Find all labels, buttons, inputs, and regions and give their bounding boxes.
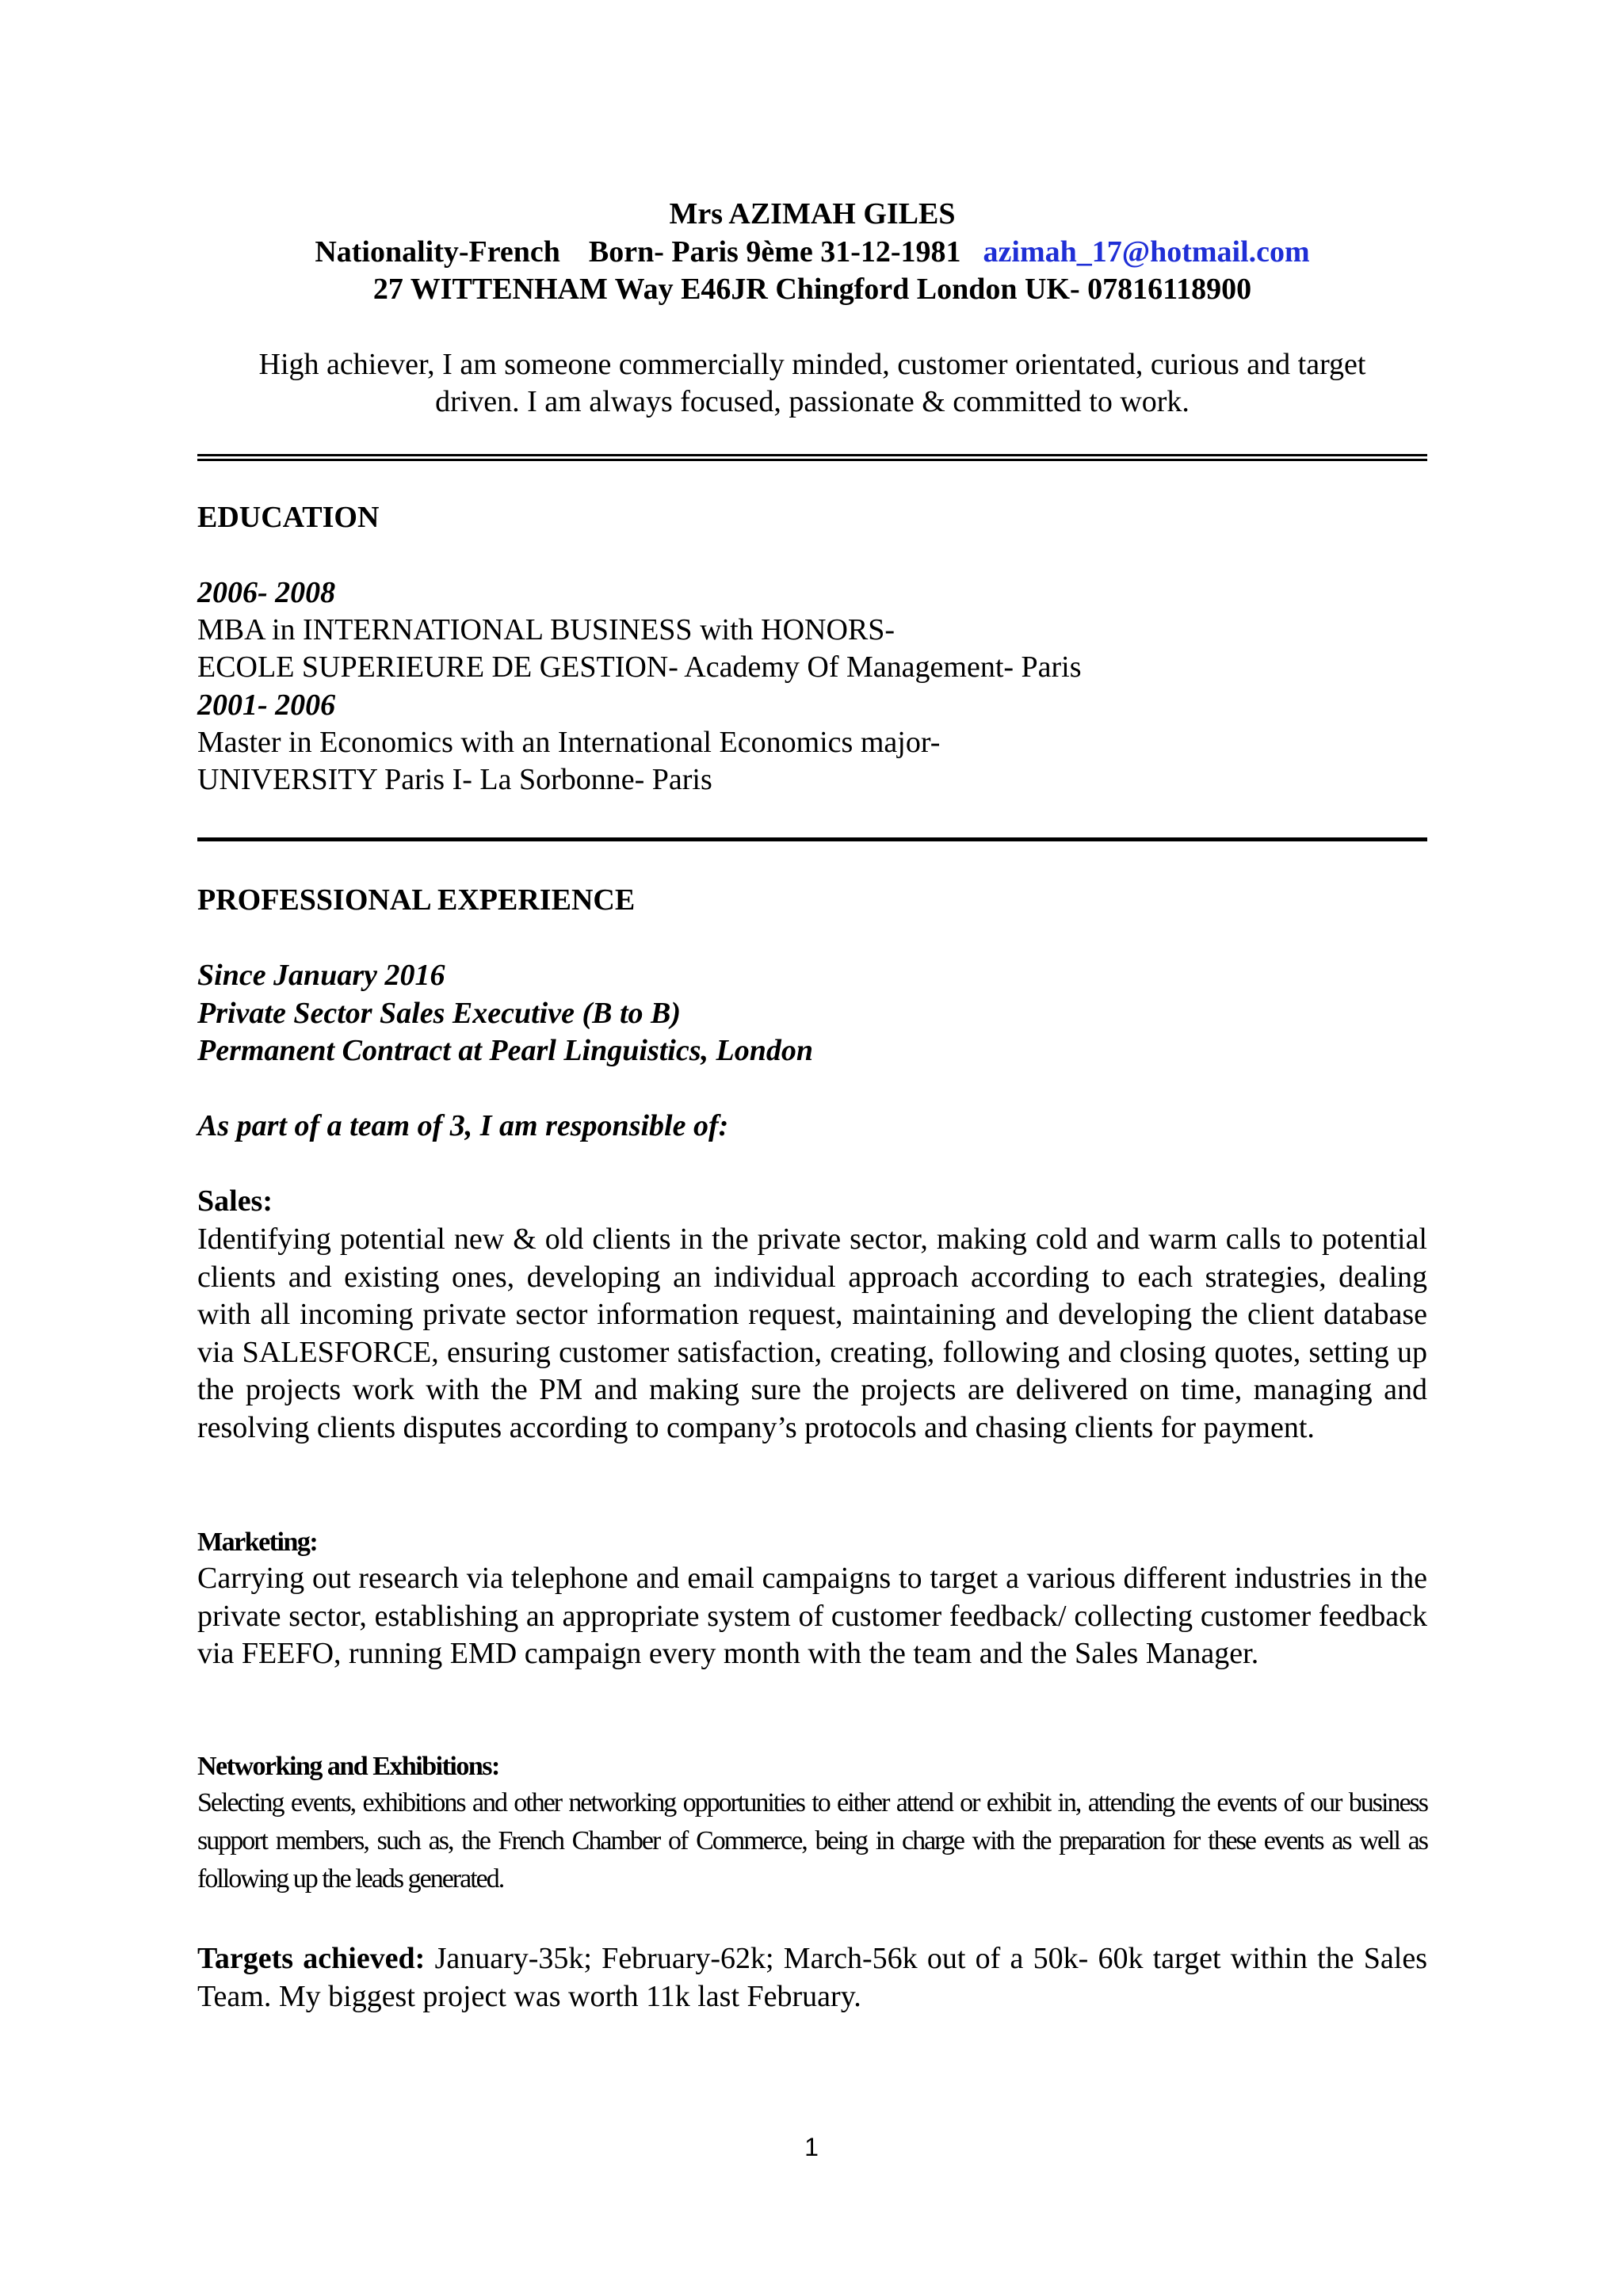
education-degree-2: Master in Economics with an International Economics major-	[197, 726, 941, 759]
education-years-2: 2001- 2006	[197, 688, 336, 722]
birth-details: Born- Paris 9ème 31-12-1981	[588, 235, 961, 269]
education-divider	[197, 837, 1427, 841]
experience-team-intro: As part of a team of 3, I am responsible of:	[197, 1109, 729, 1142]
experience-contract: Permanent Contract at Pearl Linguistics, London	[197, 1034, 813, 1067]
sales-title: Sales:	[197, 1184, 273, 1218]
candidate-name: Mrs AZIMAH GILES	[669, 197, 956, 231]
personal-details-line	[197, 234, 1427, 271]
education-school-2: UNIVERSITY Paris I- La Sorbonne- Paris	[197, 763, 712, 796]
targets-paragraph	[197, 1940, 1427, 2016]
marketing-text: Carrying out research via telephone and email campaigns to target a various different industries in the private sector, establishing an appropriate system of customer feedback/ collecting customer feedback via FEEFO, running EMD campaign every month with the team and the Sales Manager.	[197, 1562, 1427, 1670]
networking-title: Networking and Exhibitions:	[197, 1752, 499, 1781]
marketing-title: Marketing:	[197, 1527, 318, 1557]
education-school-1: ECOLE SUPERIEURE DE GESTION- Academy Of Management- Paris	[197, 650, 1082, 684]
targets-label: Targets achieved:	[197, 1942, 426, 1975]
nationality: Nationality-French	[315, 235, 560, 269]
networking-text: Selecting events, exhibitions and other networking opportunities to either attend or exhibit in, attending the events of our business support members, such as, the French Chamber of Commerce, being in charge with the preparation for these events as well as following up the leads generated.	[197, 1788, 1427, 1894]
targets-text: January-35k; February-62k; March-56k out of a 50k- 60k target within the Sales Team. My biggest project was worth 11k last February.	[197, 1942, 1427, 2013]
summary-line-1: High achiever, I am someone commercially minded, customer orientated, curious and target	[258, 348, 1366, 381]
education-title: EDUCATION	[197, 501, 380, 534]
email-link[interactable]: azimah_17@hotmail.com	[983, 235, 1310, 269]
header-divider	[197, 454, 1427, 461]
page-number: 1	[804, 2133, 819, 2161]
sales-text: Identifying potential new & old clients in the private sector, making cold and warm calls to potential clients and existing ones, developing an individual approach according to each strategies, dealing with all incoming private sector information request, maintaining and developing the client database via SALESFORCE, ensuring customer satisfaction, creating, following and closing quotes, setting up the projects work with the PM and making sure the projects are delivered on time, managing and resolving clients disputes according to company’s protocols and chasing clients for payment.	[197, 1222, 1427, 1444]
summary-line-2: driven. I am always focused, passionate & committed to work.	[435, 385, 1190, 418]
address-phone: 27 WITTENHAM Way E46JR Chingford London UK- 07816118900	[372, 273, 1252, 306]
experience-role: Private Sector Sales Executive (B to B)	[197, 997, 682, 1030]
education-years-1: 2006- 2008	[197, 576, 336, 609]
experience-since: Since January 2016	[197, 959, 445, 992]
experience-title: PROFESSIONAL EXPERIENCE	[197, 883, 636, 917]
education-degree-1: MBA in INTERNATIONAL BUSINESS with HONORS-	[197, 613, 896, 646]
